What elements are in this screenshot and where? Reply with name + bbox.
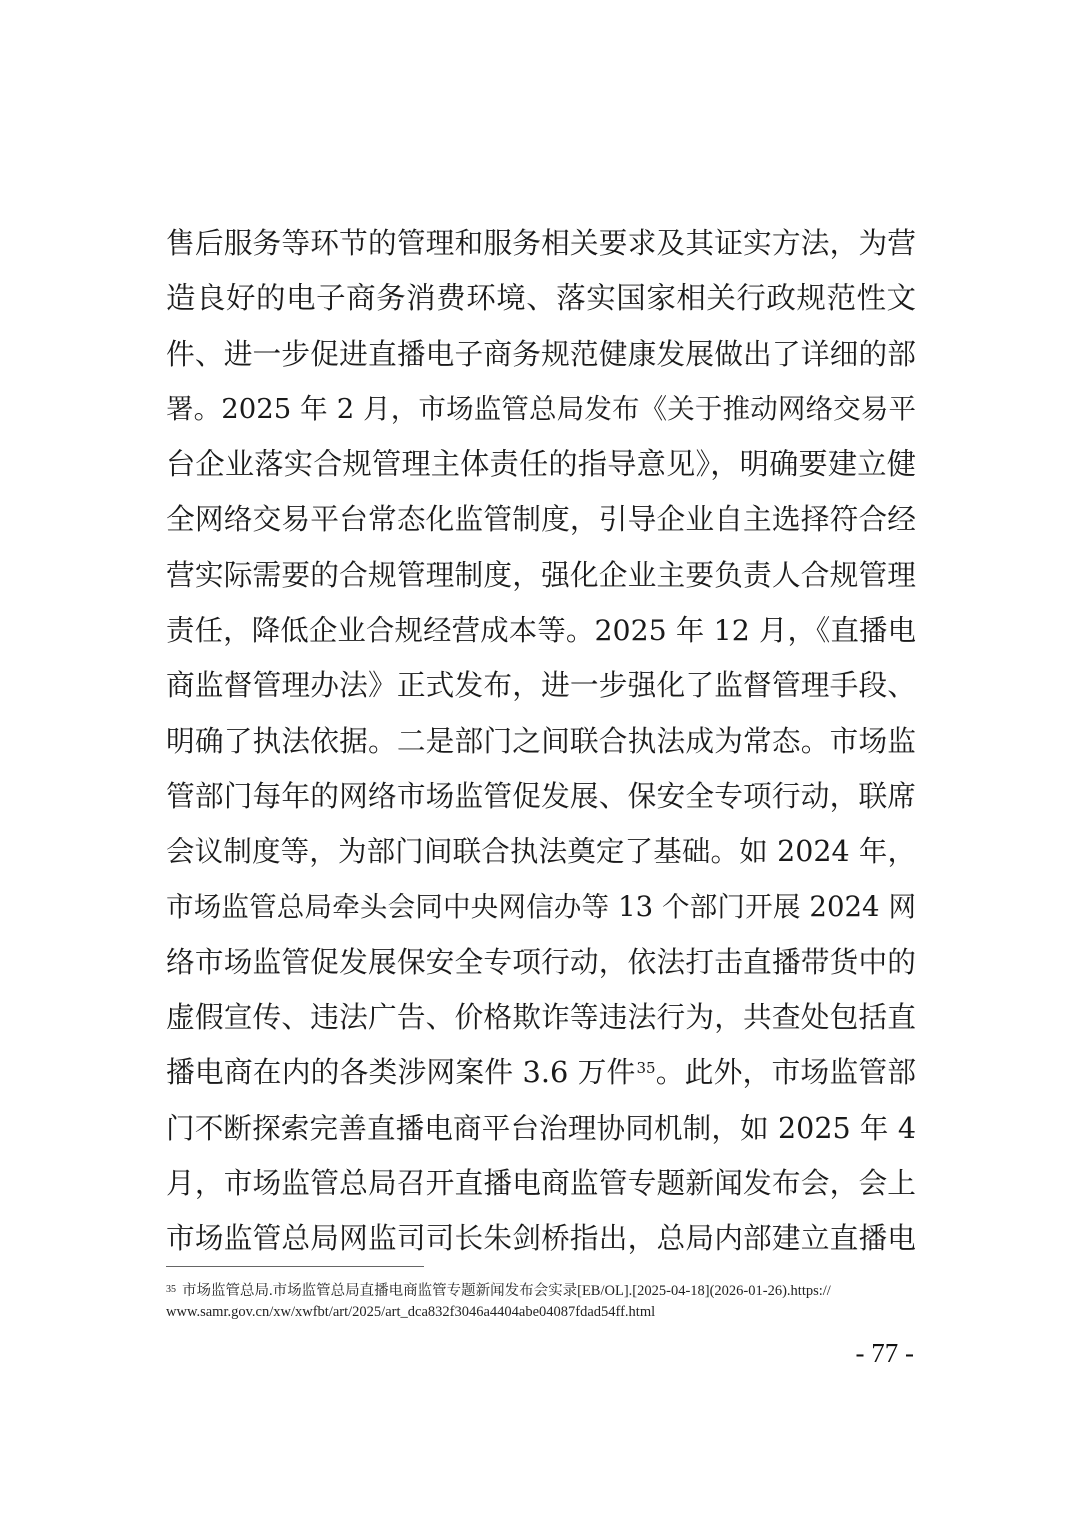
- footnote-url[interactable]: www.samr.gov.cn/xw/xwfbt/art/2025/art_dca832f3046a4404abe04087fdad54ff.html: [166, 1304, 656, 1320]
- text-line: 明确了执法依据。二是部门之间联合执法成为常态。市场监: [166, 723, 916, 758]
- footnote-divider: [166, 1266, 424, 1267]
- text-line-with-footnote: [166, 1045, 916, 1100]
- text-line: 月，市场监管总局召开直播电商监管专题新闻发布会，会上: [166, 1166, 916, 1201]
- text-line: 虚假宣传、违法广告、价格欺诈等违法行为，共查处包括直: [166, 1000, 916, 1035]
- text-line: 商监督管理办法》正式发布，进一步强化了监督管理手段、: [166, 668, 916, 703]
- text-line: 署。2025 年 2 月，市场监管总局发布《关于推动网络交易平: [166, 392, 916, 425]
- footnote-text: 市场监管总局.市场监管总局直播电商监管专题新闻发布会实录[EB/OL].[2025-04-18](2026-01-26).https://: [182, 1283, 831, 1299]
- text-segment: 播电商在内的各类涉网案件 3.6 万件: [166, 1055, 636, 1090]
- text-line: 会议制度等，为部门间联合执法奠定了基础。如 2024 年，: [166, 835, 916, 869]
- body-text: [166, 216, 916, 1267]
- text-line: 售后服务等环节的管理和服务相关要求及其证实方法，为营: [166, 226, 916, 260]
- footnote: [166, 1281, 914, 1323]
- text-line: 管部门每年的网络市场监管促发展、保安全专项行动，联席: [166, 778, 916, 813]
- footnote-number: 35: [166, 1284, 176, 1295]
- text-segment: 。此外，市场监管部: [655, 1055, 916, 1090]
- text-line: 门不断探索完善直播电商平台治理协同机制，如 2025 年 4: [166, 1110, 916, 1145]
- footnote-line: [166, 1281, 914, 1302]
- footnote-reference[interactable]: 35: [636, 1059, 656, 1078]
- text-line: 件、进一步促进直播电子商务规范健康发展做出了详细的部: [166, 336, 916, 371]
- text-line: 全网络交易平台常态化监管制度，引导企业自主选择符合经: [166, 502, 916, 537]
- text-line: 络市场监管促发展保安全专项行动，依法打击直播带货中的: [166, 944, 916, 979]
- text-line: 责任，降低企业合规经营成本等。2025 年 12 月，《直播电: [166, 614, 916, 648]
- text-line: 市场监管总局网监司司长朱剑桥指出，总局内部建立直播电: [166, 1221, 916, 1256]
- text-line: 造良好的电子商务消费环境、落实国家相关行政规范性文: [166, 281, 916, 316]
- text-line: 台企业落实合规管理主体责任的指导意见》，明确要建立健: [166, 447, 916, 482]
- page-number: - 77 -: [855, 1338, 914, 1368]
- text-line: 市场监管总局牵头会同中央网信办等 13 个部门开展 2024 网: [166, 890, 916, 923]
- text-line: 营实际需要的合规管理制度，强化企业主要负责人合规管理: [166, 557, 916, 592]
